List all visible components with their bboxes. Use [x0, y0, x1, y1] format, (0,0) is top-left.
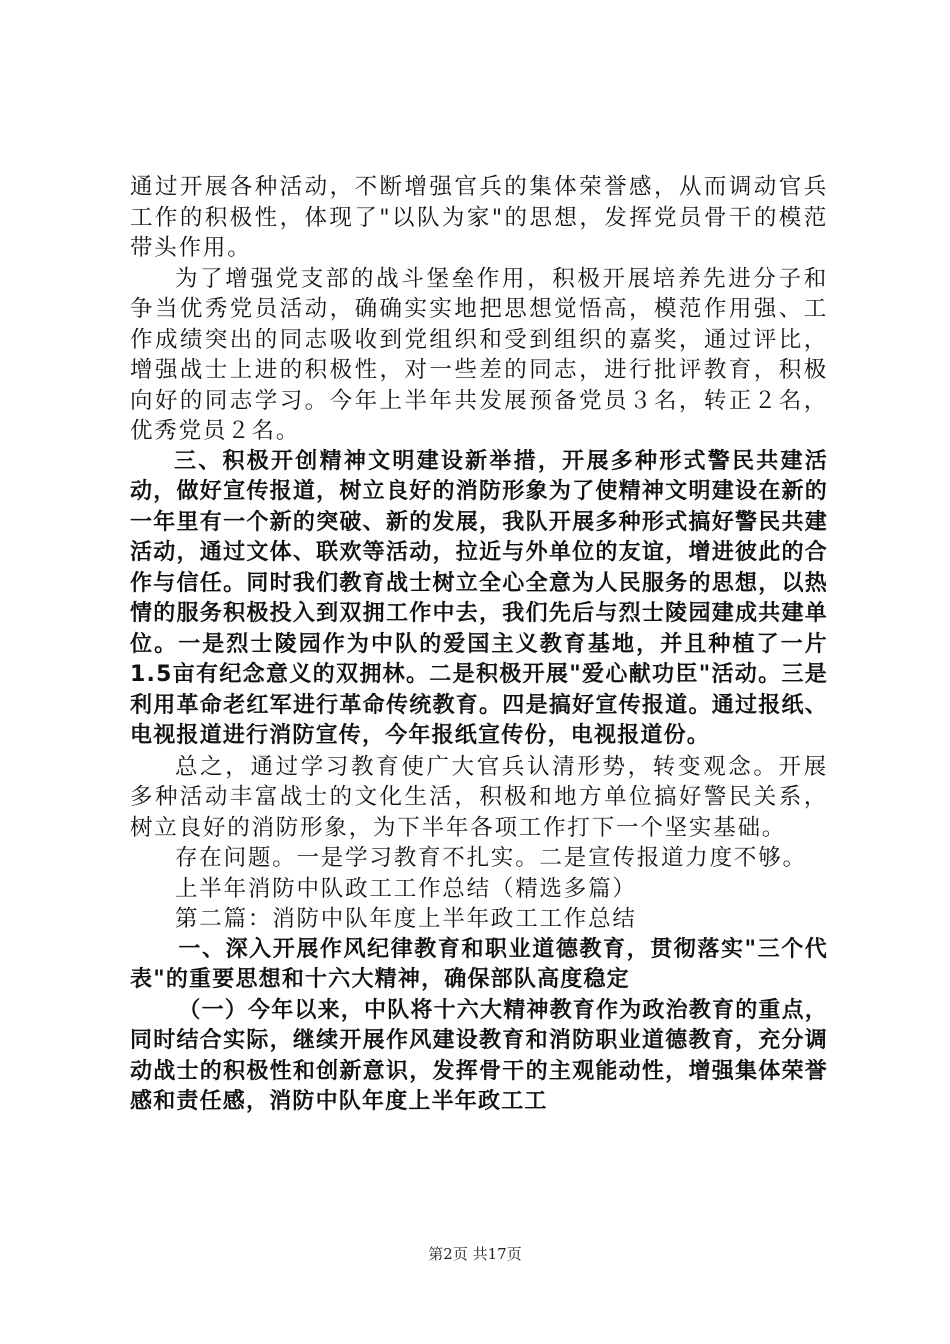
page-footer: 第2页 共17页: [428, 1245, 522, 1263]
chapter-two-title: 第二篇：消防中队年度上半年政工工作总结: [175, 906, 637, 932]
paragraph-summary: 总之，通过学习教育使广大官兵认清形势，转变观念。开展多种活动丰富战士的文化生活，积极和地方单位搞好警民关系，树立良好的消防形象，为下半年各项工作打下一个坚实基础。: [130, 753, 828, 841]
paragraph-problems: 存在问题。一是学习教育不扎实。二是宣传报道力度不够。: [175, 845, 807, 871]
paragraph-2: 为了增强党支部的战斗堡垒作用，积极开展培养先进分子和争当优秀党员活动，确确实实地把思想觉悟高，模范作用强、工作成绩突出的同志吸收到党组织和受到组织的嘉奖，通过评比，增强战士上进的积极性，对一些差的同志，进行批评教育，积极向好的同志学习。今年上半年共发展预备党员３名，转正２名，优秀党员２名。: [130, 265, 828, 444]
document-body: [130, 172, 828, 1118]
section-one-heading: 一、深入开展作风纪律教育和职业道德教育，贯彻落实"三个代表"的重要思想和十六大精神，确保部队高度稳定: [130, 936, 828, 992]
subsection-one-paragraph: （一）今年以来，中队将十六大精神教育作为政治教育的重点，同时结合实际，继续开展作风建设教育和消防职业道德教育，充分调动战士的积极性和创新意识，发挥骨干的主观能动性，增强集体荣誉感和责任感，消防中队年度上半年政工工: [130, 997, 828, 1114]
document-title-line: 上半年消防中队政工工作总结（精选多篇）: [175, 875, 637, 902]
paragraph-1: 通过开展各种活动，不断增强官兵的集体荣誉感，从而调动官兵工作的积极性，体现了"以队为家"的思想，发挥党员骨干的模范带头作用。: [130, 174, 828, 261]
section-three-paragraph: 三、积极开创精神文明建设新举措，开展多种形式警民共建活动，做好宣传报道，树立良好的消防形象为了使精神文明建设在新的一年里有一个新的突破、新的发展，我队开展多种形式搞好警民共建活动，通过文体、联欢等活动，拉近与外单位的友谊，增进彼此的合作与信任。同时我们教育战士树立全心全意为人民服务的思想，以热情的服务积极投入到双拥工作中去，我们先后与烈士陵园建成共建单位。一是烈士陵园作为中队的爱国主义教育基地，并且种植了一片1.5亩有纪念意义的双拥林。二是积极开展"爱心献功臣"活动。三是利用革命老红军进行革命传统教育。四是搞好宣传报道。通过报纸、电视报道进行消防宣传，今年报纸宣传份，电视报道份。: [130, 448, 828, 748]
